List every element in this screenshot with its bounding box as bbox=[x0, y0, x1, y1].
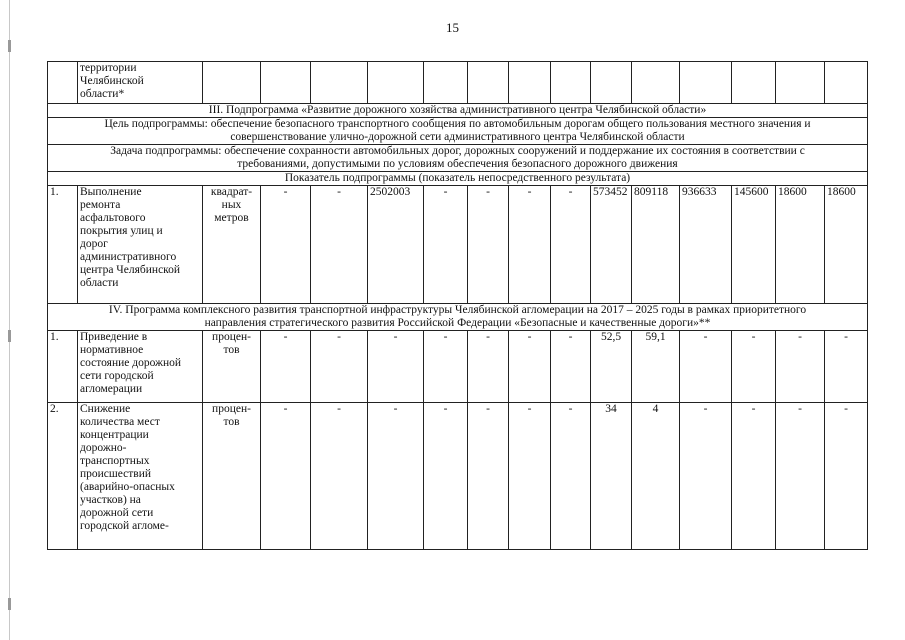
table-row bbox=[48, 186, 868, 304]
value-cell: 573452 bbox=[591, 186, 632, 304]
unit-cell bbox=[203, 62, 261, 104]
value-cell: - bbox=[776, 331, 825, 403]
indicator-name-cell bbox=[78, 186, 203, 304]
value-cell: - bbox=[468, 403, 509, 550]
indicator-name-cell bbox=[78, 403, 203, 550]
value-cell: - bbox=[825, 331, 868, 403]
name-line: территории bbox=[80, 62, 137, 74]
name-line: состояние дорожной bbox=[80, 357, 182, 369]
row-number-cell: 1. bbox=[48, 331, 78, 403]
value-cell: - bbox=[551, 403, 591, 550]
unit-line: ных bbox=[221, 199, 242, 211]
name-line: нормативное bbox=[80, 344, 144, 356]
name-line: Снижение bbox=[80, 403, 131, 415]
value-cell: - bbox=[261, 331, 311, 403]
page-edge-mark bbox=[8, 598, 11, 610]
name-line: количества мест bbox=[80, 416, 160, 428]
indicator-name-cell bbox=[78, 62, 203, 104]
value-cell: 145600 bbox=[732, 186, 776, 304]
value-cell bbox=[368, 62, 424, 104]
name-line: сети городской bbox=[80, 370, 154, 382]
value-cell: - bbox=[424, 331, 468, 403]
heading-line: IV. Программа комплексного развития транспортной инфраструктуры Челябинской агломерации на 2017 – 2025 годы в рамках приоритетного bbox=[108, 304, 807, 316]
value-cell bbox=[424, 62, 468, 104]
row-number-cell: 2. bbox=[48, 403, 78, 550]
value-cell: 4 bbox=[632, 403, 680, 550]
goal-line: совершенствование улично-дорожной сети административного центра Челябинской области bbox=[230, 131, 685, 143]
unit-line: процен- bbox=[212, 403, 251, 415]
value-cell: - bbox=[311, 331, 368, 403]
value-cell: - bbox=[509, 186, 551, 304]
value-cell bbox=[509, 62, 551, 104]
program-indicators-table bbox=[47, 61, 868, 550]
table-row bbox=[48, 331, 868, 403]
value-cell: 18600 bbox=[825, 186, 868, 304]
value-cell: - bbox=[680, 403, 732, 550]
row-number-cell bbox=[48, 62, 78, 104]
name-line: дорог bbox=[80, 238, 108, 250]
heading-line: направления стратегического развития Российской Федерации «Безопасные и качественные дороги»** bbox=[204, 317, 711, 329]
name-line: Челябинской bbox=[80, 75, 144, 87]
task-row bbox=[48, 145, 868, 172]
unit-line: квадрат- bbox=[210, 186, 253, 198]
name-line: городской агломе- bbox=[80, 520, 169, 532]
value-cell: 2502003 bbox=[368, 186, 424, 304]
unit-line: процен- bbox=[212, 331, 251, 343]
value-cell: - bbox=[261, 403, 311, 550]
value-cell: - bbox=[509, 331, 551, 403]
name-line: транспортных bbox=[80, 455, 150, 467]
value-cell: - bbox=[424, 403, 468, 550]
name-line: (аварийно-опасных bbox=[80, 481, 175, 493]
unit-cell bbox=[203, 186, 261, 304]
goal-row bbox=[48, 118, 868, 145]
value-cell bbox=[732, 62, 776, 104]
name-line: ремонта bbox=[80, 199, 121, 211]
page-edge-mark bbox=[8, 40, 11, 52]
value-cell: - bbox=[732, 331, 776, 403]
name-line: участков) на bbox=[80, 494, 141, 506]
value-cell bbox=[776, 62, 825, 104]
name-line: концентрации bbox=[80, 429, 149, 441]
name-line: покрытия улиц и bbox=[80, 225, 163, 237]
value-cell: - bbox=[776, 403, 825, 550]
value-cell: 59,1 bbox=[632, 331, 680, 403]
value-cell: - bbox=[680, 331, 732, 403]
name-line: дорожно- bbox=[80, 442, 127, 454]
value-cell bbox=[591, 62, 632, 104]
value-cell bbox=[551, 62, 591, 104]
value-cell: - bbox=[509, 403, 551, 550]
task-line: Задача подпрограммы: обеспечение сохранности автомобильных дорог, дорожных сооружений и поддержание их состояния в соответствии с bbox=[110, 145, 805, 157]
indicator-heading-row bbox=[48, 172, 868, 186]
unit-line: тов bbox=[223, 344, 240, 356]
value-cell: - bbox=[551, 331, 591, 403]
name-line: Выполнение bbox=[80, 186, 142, 198]
value-cell bbox=[680, 62, 732, 104]
value-cell bbox=[261, 62, 311, 104]
section-3-goal bbox=[48, 118, 868, 145]
value-cell: - bbox=[468, 186, 509, 304]
table-row bbox=[48, 403, 868, 550]
indicator-name-cell bbox=[78, 331, 203, 403]
value-cell: - bbox=[368, 403, 424, 550]
section-heading-row bbox=[48, 104, 868, 118]
value-cell: - bbox=[311, 186, 368, 304]
section-4-heading bbox=[48, 304, 868, 331]
value-cell: - bbox=[551, 186, 591, 304]
goal-line: Цель подпрограммы: обеспечение безопасного транспортного сообщения по автомобильным дорогам общего пользования местного значения и bbox=[104, 118, 811, 130]
page-edge-line bbox=[9, 0, 10, 640]
value-cell: - bbox=[825, 403, 868, 550]
value-cell: - bbox=[468, 331, 509, 403]
name-line: Приведение в bbox=[80, 331, 148, 343]
section-3-task bbox=[48, 145, 868, 172]
name-line: асфальтового bbox=[80, 212, 146, 224]
indicator-heading: Показатель подпрограммы (показатель непосредственного результата) bbox=[48, 172, 868, 186]
value-cell bbox=[632, 62, 680, 104]
unit-line: тов bbox=[223, 416, 240, 428]
value-cell bbox=[825, 62, 868, 104]
name-line: дорожной сети bbox=[80, 507, 154, 519]
value-cell bbox=[468, 62, 509, 104]
value-cell bbox=[311, 62, 368, 104]
name-line: административного bbox=[80, 251, 177, 263]
table-row bbox=[48, 62, 868, 104]
unit-cell bbox=[203, 331, 261, 403]
page-number: 15 bbox=[446, 20, 459, 35]
value-cell: - bbox=[424, 186, 468, 304]
unit-line: метров bbox=[214, 212, 249, 224]
value-cell: - bbox=[261, 186, 311, 304]
value-cell: 18600 bbox=[776, 186, 825, 304]
section-heading-row bbox=[48, 304, 868, 331]
value-cell: 809118 bbox=[632, 186, 680, 304]
unit-cell bbox=[203, 403, 261, 550]
value-cell: - bbox=[311, 403, 368, 550]
page-edge-mark bbox=[8, 330, 11, 342]
row-number-cell: 1. bbox=[48, 186, 78, 304]
section-3-heading: III. Подпрограмма «Развитие дорожного хозяйства административного центра Челябинской области» bbox=[48, 104, 868, 118]
name-line: центра Челябинской bbox=[80, 264, 181, 276]
value-cell: - bbox=[732, 403, 776, 550]
value-cell: 34 bbox=[591, 403, 632, 550]
task-line: требованиями, допустимыми по условиям обеспечения безопасного дорожного движения bbox=[237, 158, 678, 170]
value-cell: - bbox=[368, 331, 424, 403]
name-line: области* bbox=[80, 88, 125, 100]
value-cell: 52,5 bbox=[591, 331, 632, 403]
value-cell: 936633 bbox=[680, 186, 732, 304]
name-line: происшествий bbox=[80, 468, 152, 480]
name-line: агломерации bbox=[80, 383, 143, 395]
name-line: области bbox=[80, 277, 119, 289]
